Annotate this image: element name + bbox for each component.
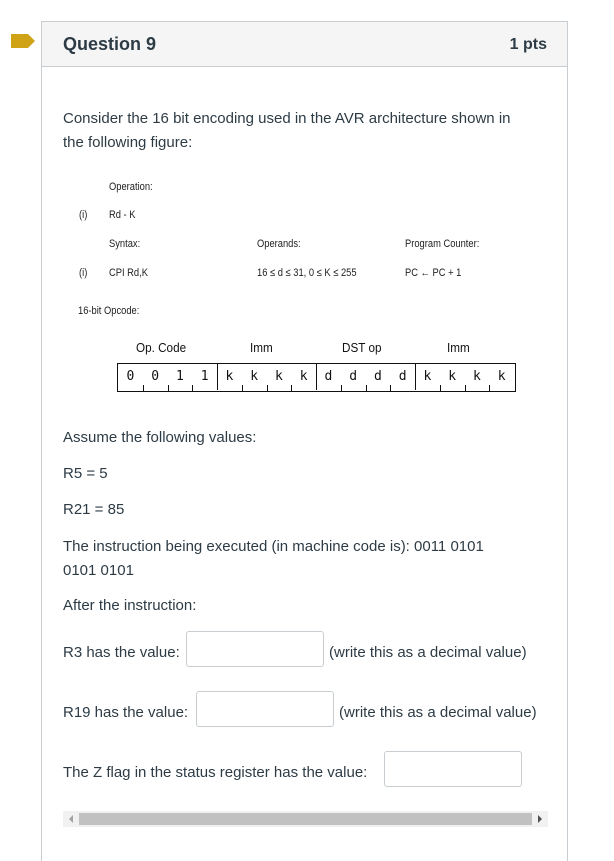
opcode-bit: k bbox=[225, 369, 234, 384]
opcode-bit: k bbox=[448, 369, 457, 384]
r19-hint: (write this as a decimal value) bbox=[339, 704, 537, 721]
bit-tick bbox=[192, 385, 193, 391]
bit-tick bbox=[489, 385, 490, 391]
bit-tick bbox=[291, 385, 292, 391]
bit-tick bbox=[465, 385, 466, 391]
bit-tick bbox=[366, 385, 367, 391]
r19-label: R19 has the value: bbox=[63, 704, 189, 721]
operation-text: Rd - K bbox=[109, 209, 136, 221]
operation-number: (i) bbox=[79, 209, 88, 221]
after-text: After the instruction: bbox=[63, 597, 197, 614]
field-header-opcode: Op. Code bbox=[136, 340, 187, 355]
opcode-bit: k bbox=[497, 369, 506, 384]
r21-value: R21 = 85 bbox=[63, 501, 125, 518]
field-header-imm-low: Imm bbox=[447, 340, 470, 355]
intro-line-2: the following figure: bbox=[63, 134, 193, 151]
opcode-bit-field bbox=[117, 363, 516, 392]
syntax-label: Syntax: bbox=[109, 238, 141, 250]
bit-tick bbox=[341, 385, 342, 391]
bit-tick bbox=[390, 385, 391, 391]
question-header bbox=[42, 22, 567, 67]
horizontal-scrollbar[interactable] bbox=[63, 811, 548, 827]
program-counter-text: PC ← PC + 1 bbox=[405, 267, 462, 279]
opcode-bit: 1 bbox=[175, 369, 184, 384]
question-title: Question 9 bbox=[63, 34, 157, 54]
field-divider bbox=[316, 364, 317, 390]
bit-tick bbox=[440, 385, 441, 391]
r3-answer-input[interactable] bbox=[186, 631, 324, 667]
scroll-left-icon[interactable] bbox=[69, 815, 73, 823]
syntax-text: CPI Rd,K bbox=[109, 267, 148, 279]
opcode-bit: k bbox=[423, 369, 432, 384]
opcode-bit: 1 bbox=[200, 369, 209, 384]
bit-tick bbox=[168, 385, 169, 391]
instruction-line-2: 0101 0101 bbox=[63, 562, 134, 579]
question-points: 1 pts bbox=[509, 36, 547, 53]
operands-label: Operands: bbox=[257, 238, 301, 250]
bookmark-flag-icon[interactable] bbox=[11, 34, 35, 48]
assume-text: Assume the following values: bbox=[63, 429, 257, 446]
instruction-line-1: The instruction being executed (in machine code is): 0011 0101 bbox=[63, 538, 484, 555]
opcode-bit: d bbox=[349, 369, 358, 384]
bit-tick bbox=[143, 385, 144, 391]
syntax-number: (i) bbox=[79, 267, 88, 279]
scrollbar-thumb[interactable] bbox=[79, 813, 532, 825]
opcode-label: 16-bit Opcode: bbox=[78, 305, 140, 317]
field-divider bbox=[415, 364, 416, 390]
program-counter-label: Program Counter: bbox=[405, 238, 480, 250]
bit-tick bbox=[242, 385, 243, 391]
r19-answer-input[interactable] bbox=[196, 691, 334, 727]
zflag-label: The Z flag in the status register has the value: bbox=[63, 764, 368, 781]
opcode-bit: k bbox=[250, 369, 259, 384]
field-divider bbox=[217, 364, 218, 390]
opcode-bit: 0 bbox=[126, 369, 135, 384]
bit-tick bbox=[267, 385, 268, 391]
opcode-bit: d bbox=[324, 369, 333, 384]
field-header-dst: DST op bbox=[342, 340, 382, 355]
opcode-bit: k bbox=[299, 369, 308, 384]
opcode-bit: 0 bbox=[151, 369, 160, 384]
r5-value: R5 = 5 bbox=[63, 465, 108, 482]
opcode-bit: k bbox=[274, 369, 283, 384]
scroll-right-icon[interactable] bbox=[538, 815, 542, 823]
operands-text: 16 ≤ d ≤ 31, 0 ≤ K ≤ 255 bbox=[257, 267, 357, 279]
opcode-bit: d bbox=[398, 369, 407, 384]
intro-line-1: Consider the 16 bit encoding used in the AVR architecture shown in bbox=[63, 110, 511, 127]
opcode-bit: d bbox=[373, 369, 382, 384]
r3-label: R3 has the value: bbox=[63, 644, 180, 661]
zflag-answer-input[interactable] bbox=[384, 751, 522, 787]
operation-label: Operation: bbox=[109, 181, 153, 193]
r3-hint: (write this as a decimal value) bbox=[329, 644, 527, 661]
field-header-imm-high: Imm bbox=[250, 340, 273, 355]
opcode-bit: k bbox=[472, 369, 481, 384]
